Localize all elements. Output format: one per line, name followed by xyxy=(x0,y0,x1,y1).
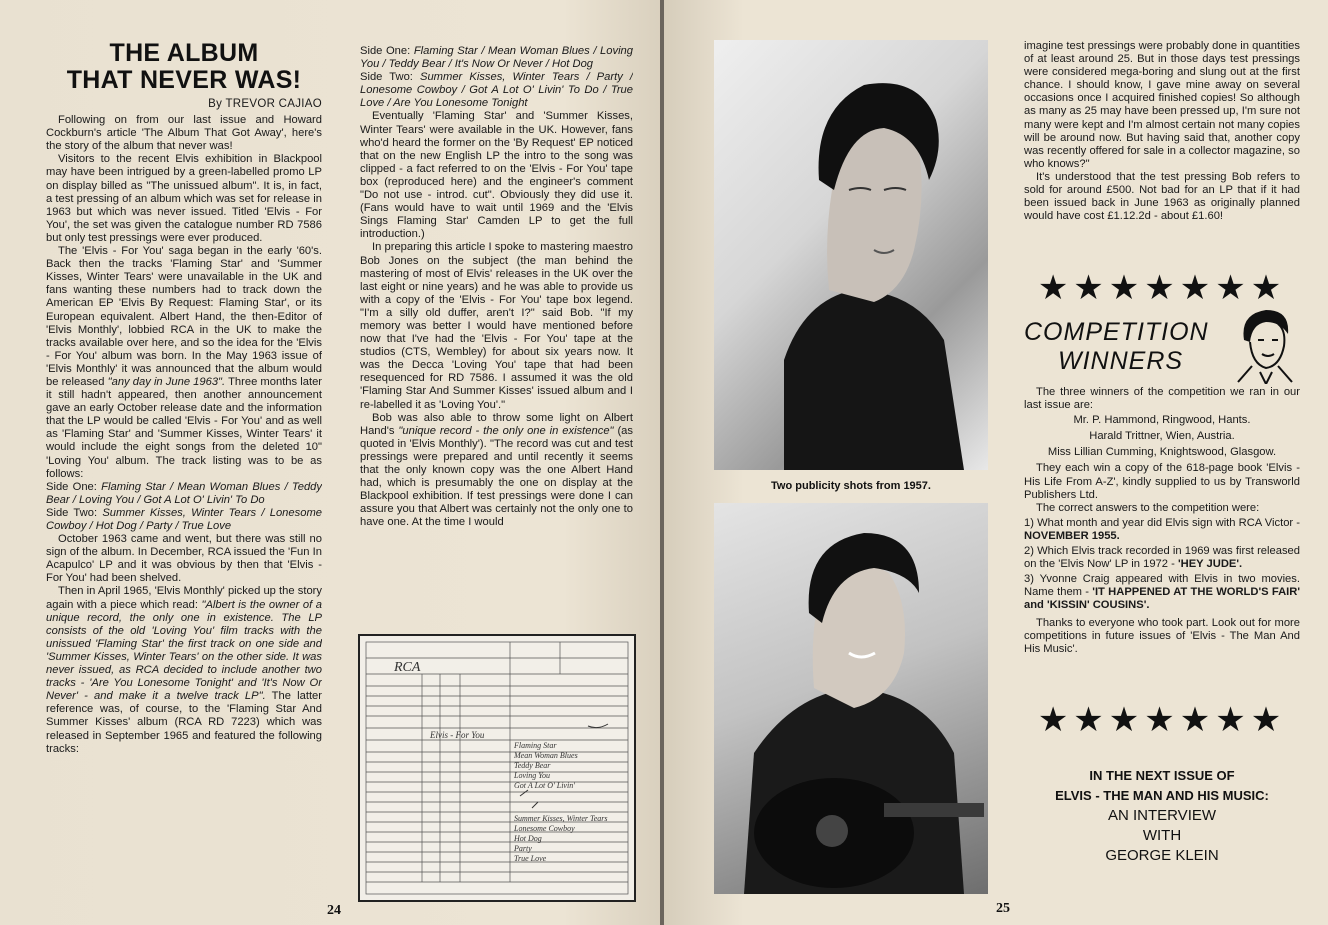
page-25 xyxy=(664,0,1328,925)
tracklist-side-two: Side Two: Summer Kisses, Winter Tears / Lonesome Cowboy / Hot Dog / Party / True Love xyxy=(46,506,322,532)
page-number-left: 24 xyxy=(327,903,341,918)
paragraph: The 'Elvis - For You' saga began in the early '60's. Back then the tracks 'Flaming Star' and 'Summer Kisses, Winter Tears' were unavailable in the UK and fans wanting these numbers had to track down the American EP 'Elvis By Request: Flaming Star', or its European equivalent. Albert Hand, the then-Editor of 'Elvis Monthly', lobbied RCA in the UK to make the tracks available over here, and so the idea for the 'Elvis - For You' album was born. In the May 1963 issue of 'Elvis Monthly' it was announced that the album would be released "any day in June 1963". Three months later it still hadn't appeared, then another announcement gave an early October release date and the information that the LP would be called 'Elvis - For You' and as well as 'Flaming Star' and 'Summer Kisses, Winter Tears' it would include the eight songs from the deleted 10" 'Loving You' album. The track listing was to be as follows: xyxy=(46,245,322,480)
article-title xyxy=(46,40,322,94)
competition-title xyxy=(1024,318,1224,376)
elvis-sketch-icon xyxy=(1232,306,1298,384)
paragraph: It's understood that the test pressing Bob refers to sold for around £500. Not bad for an LP that if it had been issued back in June 1963 as originally planned would have cost £1.12.2d - about £1.60! xyxy=(1024,170,1300,223)
tracklist-planned xyxy=(46,481,322,533)
competition-prize: They each win a copy of the 618-page book 'Elvis - His Life From A-Z', kindly supplied to us by Transworld Publishers Ltd. xyxy=(1024,462,1300,501)
article-column-1 xyxy=(46,40,322,905)
star-divider-bottom: ★★★★★★★ xyxy=(1037,701,1287,739)
competition-title-line-2: WINNERS xyxy=(1058,347,1184,375)
competition-intro: The three winners of the competition we ran in our last issue are: xyxy=(1024,386,1300,412)
paragraph: Following on from our last issue and Howard Cockburn's article 'The Album That Got Away', here's the story of the album that never was! xyxy=(46,114,322,153)
next-issue-line-3: AN INTERVIEW xyxy=(1107,807,1217,824)
tape-box-rca-label: RCA xyxy=(394,660,421,675)
tape-box-legend-image xyxy=(358,634,636,902)
paragraph: October 1963 came and went, but there was still no sign of the album. In December, RCA issued the 'Fun In Acapulco' LP and it was obvious by then that 'Elvis - For You' had been shelved. xyxy=(46,533,322,585)
tracklist-side-two: Side Two: Summer Kisses, Winter Tears / Party / Lonesome Cowboy / Got A Lot O' Livin' To Do / True Love / Are You Lonesome Tonight xyxy=(360,71,633,110)
article-column-3 xyxy=(1024,40,1300,270)
paragraph: Bob was also able to throw some light on Albert Hand's "unique record - the only one in existence" (as quoted in 'Elvis Monthly'). "The record was cut and test pressings were prepared and until recently it seems that the only known copy was the one Albert Hand had, which is presumably the one on display at the Blackpool exhibition. If test pressings were done I can assure you that Albert was certainly not the only one to have one. At the time I would xyxy=(360,411,633,529)
winner-1: Mr. P. Hammond, Ringwood, Hants. xyxy=(1073,414,1251,427)
paragraph: Then in April 1965, 'Elvis Monthly' picked up the story again with a piece which read: "Albert is the owner of a unique record, the only one in existence. The LP consists of the old 'Loving You' film tracks with the unissued 'Flaming Star' the first track on one side and 'Summer Kisses, Winter Tears' on the other side. It was never issued, as RCA decided to include another two tracks - 'Are You Lonesome Tonight' and 'It's Now Or Never' - and make it a twelve track LP". The latter reference was, of course, to the 'Flaming Star And Summer Kisses' album (RCA RD 7223) which was released in September 1965 and featured the following tracks: xyxy=(46,585,322,755)
next-issue-line-1: IN THE NEXT ISSUE OF xyxy=(1089,768,1235,783)
tape-box-side-one: Flaming Star Mean Woman Blues Teddy Bear Loving You Got A Lot O' Livin' xyxy=(514,741,578,790)
competition-title-line-1: COMPETITION xyxy=(1024,318,1209,346)
paragraph: imagine test pressings were probably done in quantities of at least around 25. But in those days test pressings were considered mega-boring and slung out at the first chance. I should know, I gave mine away on several occasions once I acquired finished copies! So although as many as 25 may have been pressed up, I'm sure not many were kept and I'm almost certain not many copies will be around now. But having said that, another copy was recently offered for sale in a collector magazine, so who knows?" xyxy=(1024,40,1300,170)
answer-2: 2) Which Elvis track recorded in 1969 was first released on the 'Elvis Now' LP in 1972 - 'HEY JUDE'. xyxy=(1024,545,1300,571)
tracklist-released xyxy=(360,45,633,110)
paragraph: In preparing this article I spoke to mastering maestro Bob Jones on the subject (the man behind the mastering of most of Elvis' releases in the UK over the last eight or nine years) and he was able to provide us with a copy of the 'Elvis - For You' tape box legend. "I'm a silly old duffer, aren't I?" said Bob. "If my memory was better I would have mentioned before now that I've had the 'Elvis - For You' tape at the studios (CTS, Wembley) for about six years now. It was the Decca 'Loving You' tape that had been resequenced for RD 7586. I assumed it was the old 'Flaming Star And Summer Kisses' issued album and I re-labelled it as 'Loving You'." xyxy=(360,241,633,411)
winner-2: Harald Trittner, Wien, Austria. xyxy=(1089,430,1235,443)
winner-3: Miss Lillian Cumming, Knightswood, Glasgow. xyxy=(1047,446,1277,459)
tracklist-side-one: Side One: Flaming Star / Mean Woman Blues / Loving You / Teddy Bear / It's Now Or Never / Hot Dog xyxy=(360,45,633,71)
competition-body xyxy=(1024,386,1300,696)
star-divider-top: ★★★★★★★ xyxy=(1037,269,1287,307)
tape-box-title: Elvis - For You xyxy=(430,730,485,740)
paragraph: Eventually 'Flaming Star' and 'Summer Kisses, Winter Tears' were available in the UK. However, fans who'd heard the former on the 'By Request' EP noticed that on the new English LP the intro to the song was clipped - a fact referred to on the 'Elvis - For You' tape box (reproduced here) and the engineer's comment "Do not use - introd. cut". Obviously they did use it. (Fans would have to wait until 1969 and the 'Elvis Sings Flaming Star' Camden LP to get the full introduction.) xyxy=(360,110,633,241)
next-issue-line-2: ELVIS - THE MAN AND HIS MUSIC: xyxy=(1055,788,1269,803)
photo-caption: Two publicity shots from 1957. xyxy=(771,480,931,492)
article-title-line-2: THAT NEVER WAS! xyxy=(66,66,302,94)
answers-intro: The correct answers to the competition were: xyxy=(1036,501,1260,514)
answer-1: 1) What month and year did Elvis sign with RCA Victor - NOVEMBER 1955. xyxy=(1024,516,1300,542)
next-issue-line-4: WITH xyxy=(1142,827,1182,844)
next-issue-line-5: GEORGE KLEIN xyxy=(1105,847,1219,864)
article-title-line-1: THE ALBUM xyxy=(109,40,259,67)
page-24 xyxy=(0,0,662,925)
tracklist-side-one: Side One: Flaming Star / Mean Woman Blues / Teddy Bear / Loving You / Got A Lot O' Livin' To Do xyxy=(46,480,322,506)
publicity-photo-portrait xyxy=(714,40,988,470)
byline: By TREVOR CAJIAO xyxy=(208,98,322,110)
next-issue-box xyxy=(1024,766,1300,866)
paragraph: Visitors to the recent Elvis exhibition in Blackpool may have been intrigued by a green-labelled promo LP on display billed as "The unissued album". It is, in fact, a test pressing of an album which was set for release in 1963 but which was never issued. Titled 'Elvis - For You', the set was given the catalogue number RD 7586 but only test pressings were ever produced. xyxy=(46,153,322,244)
answer-3: 3) Yvonne Craig appeared with Elvis in two movies. Name them - 'IT HAPPENED AT THE WORLD'S FAIR' and 'KISSIN' COUSINS'. xyxy=(1024,573,1300,612)
publicity-photo-guitar xyxy=(714,503,988,894)
tape-box-side-two: Summer Kisses, Winter Tears Lonesome Cowboy Hot Dog Party True Love xyxy=(514,814,608,863)
page-number-right: 25 xyxy=(996,901,1010,916)
article-column-2 xyxy=(360,45,633,627)
competition-thanks: Thanks to everyone who took part. Look out for more competitions in future issues of 'Elvis - The Man And His Music'. xyxy=(1024,616,1300,655)
